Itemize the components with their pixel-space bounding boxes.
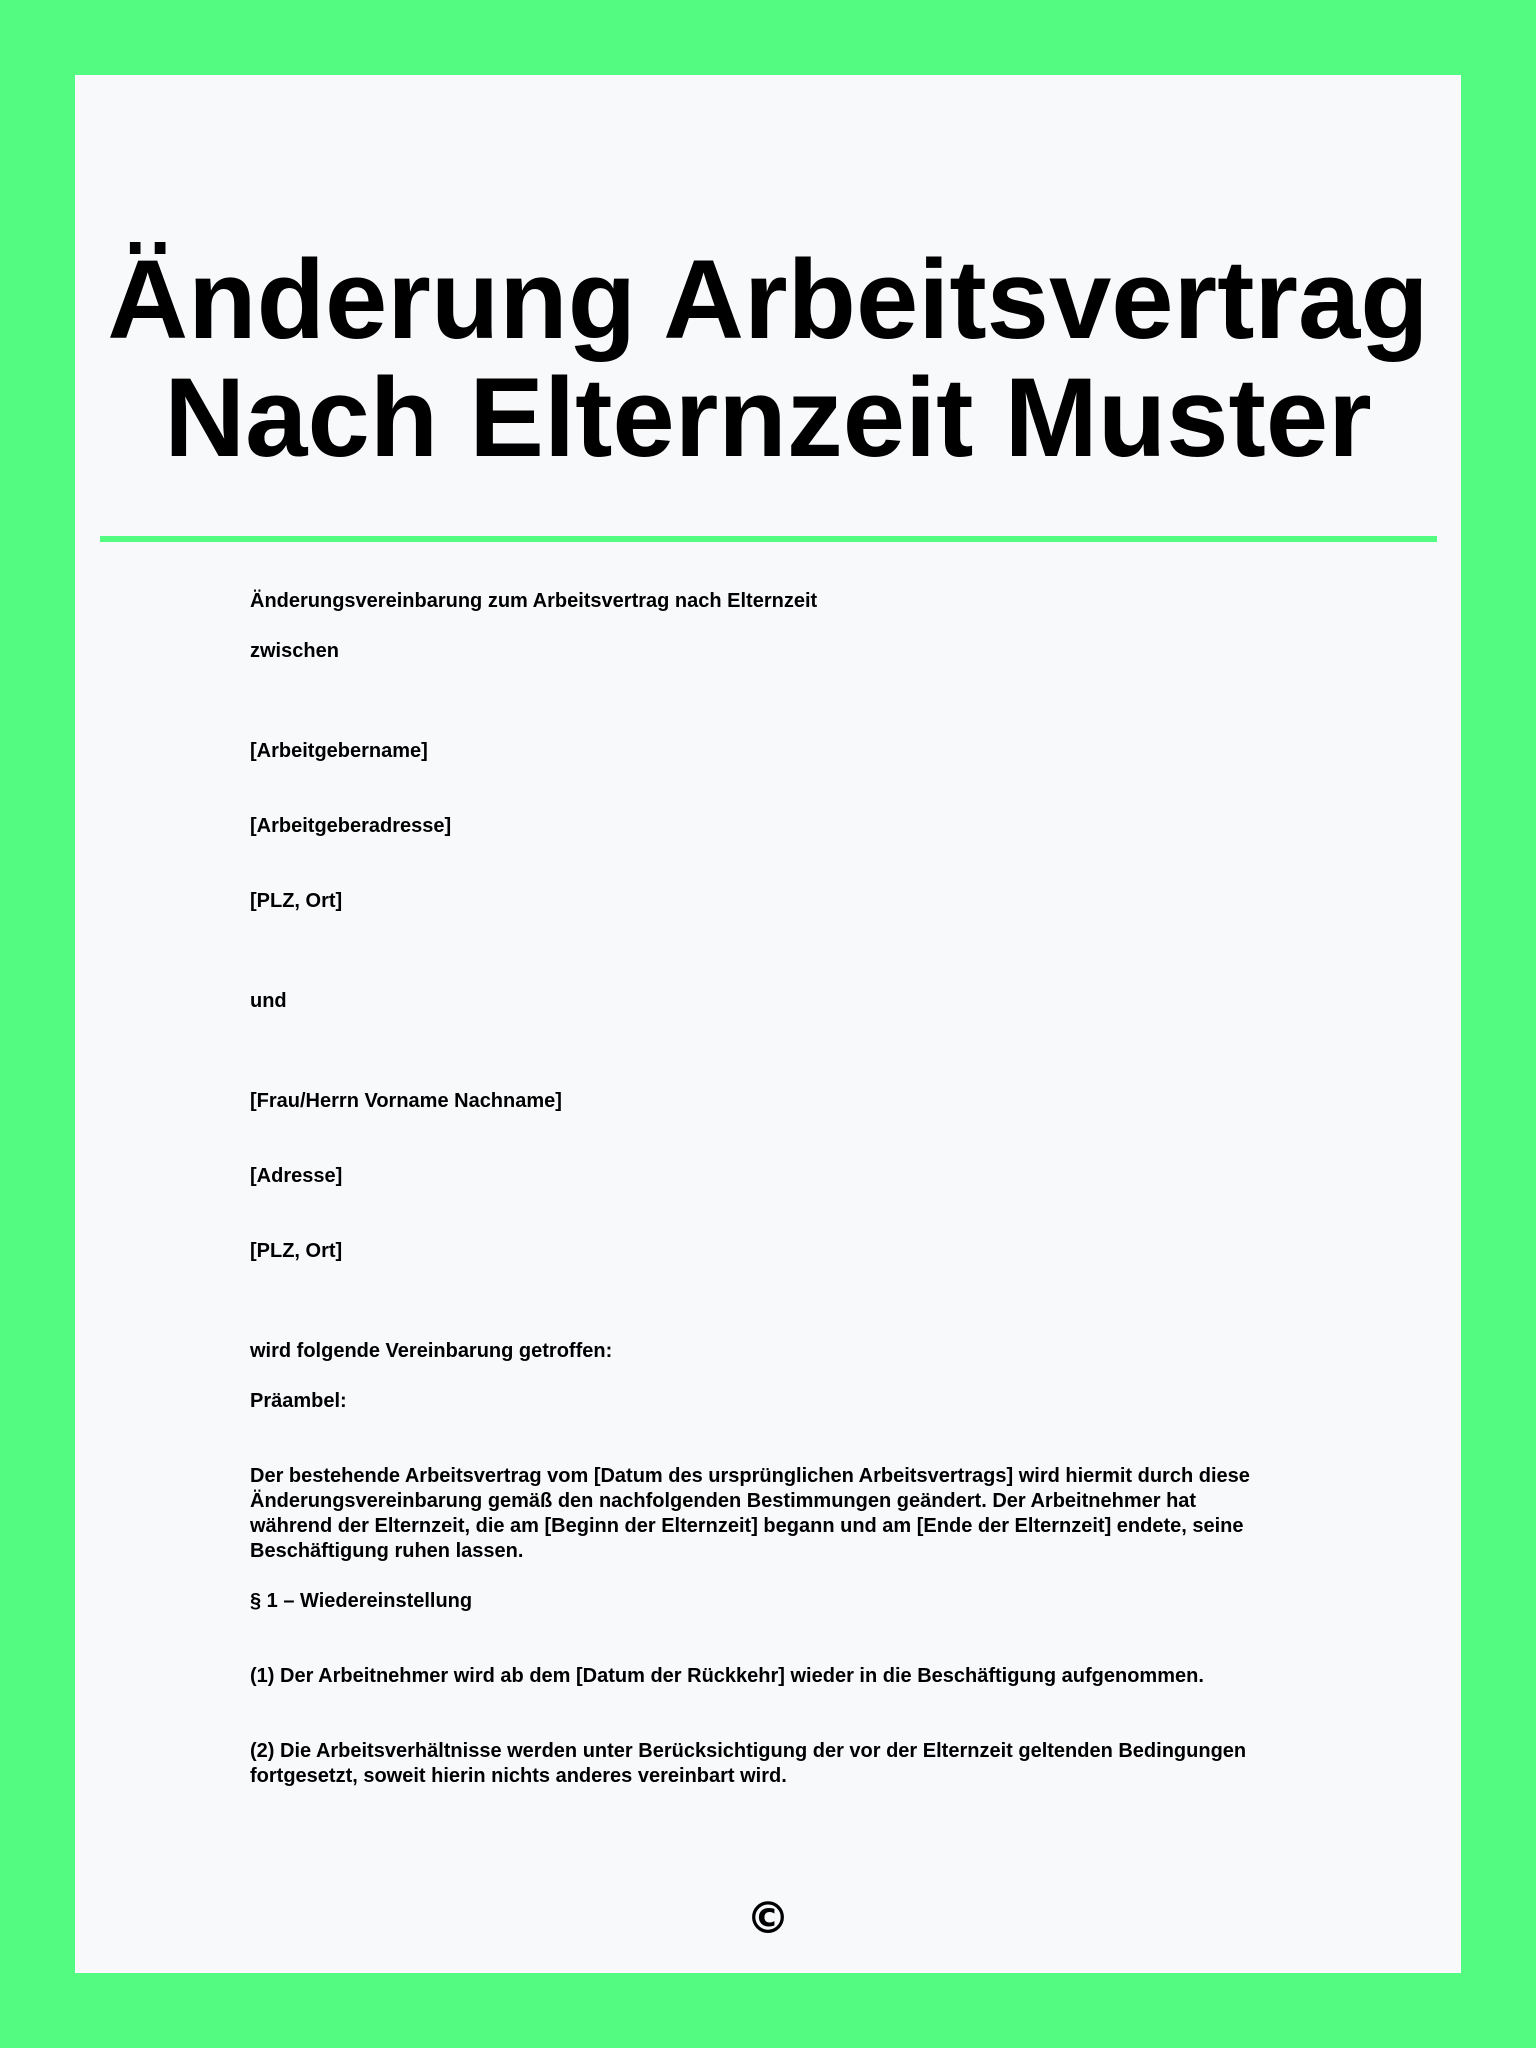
section-1-paragraph-1: (1) Der Arbeitnehmer wird ab dem [Datum der Rückkehr] wieder in die Beschäftigung aufgenommen.	[250, 1665, 1204, 1687]
employee-address: [Adresse]	[250, 1165, 343, 1187]
section-1-paragraph-2: (2) Die Arbeitsverhältnisse werden unter Berücksichtigung der vor der Elternzeit geltenden Bedingungen fortgesetzt, soweit hierin nichts anderes vereinbart wird.	[250, 1740, 1247, 1787]
document-title	[75, 237, 1461, 480]
employee-name: [Frau/Herrn Vorname Nachname]	[250, 1090, 562, 1112]
preamble-label: Präambel:	[250, 1390, 347, 1412]
copyright-symbol: ©	[746, 1893, 790, 1944]
document-heading: Änderungsvereinbarung zum Arbeitsvertrag nach Elternzeit	[250, 590, 818, 612]
title-divider	[100, 536, 1437, 542]
section-1-title: § 1 – Wiedereinstellung	[250, 1590, 473, 1612]
employer-address: [Arbeitgeberadresse]	[250, 815, 452, 837]
title-line-2: Nach Elternzeit Muster	[164, 355, 1372, 480]
title-line-1: Änderung Arbeitsvertrag	[107, 237, 1429, 362]
employer-city: [PLZ, Ort]	[250, 890, 343, 912]
employee-city: [PLZ, Ort]	[250, 1240, 343, 1262]
and-text: und	[250, 990, 287, 1012]
document-page	[75, 75, 1461, 1973]
preamble-text: Der bestehende Arbeitsvertrag vom [Datum des ursprünglichen Arbeitsvertrags] wird hiermit durch diese Änderungsvereinbarung gemäß den nachfolgenden Bestimmungen geändert. Der Arbeitnehmer hat während der Elternzeit, die am [Beginn der Elternzeit] begann und am [Ende der Elternzeit] endete, seine Beschäftigung ruhen lassen.	[250, 1465, 1250, 1562]
employer-name: [Arbeitgebername]	[250, 740, 428, 762]
agreement-intro: wird folgende Vereinbarung getroffen:	[250, 1340, 613, 1362]
between-text: zwischen	[250, 640, 339, 662]
